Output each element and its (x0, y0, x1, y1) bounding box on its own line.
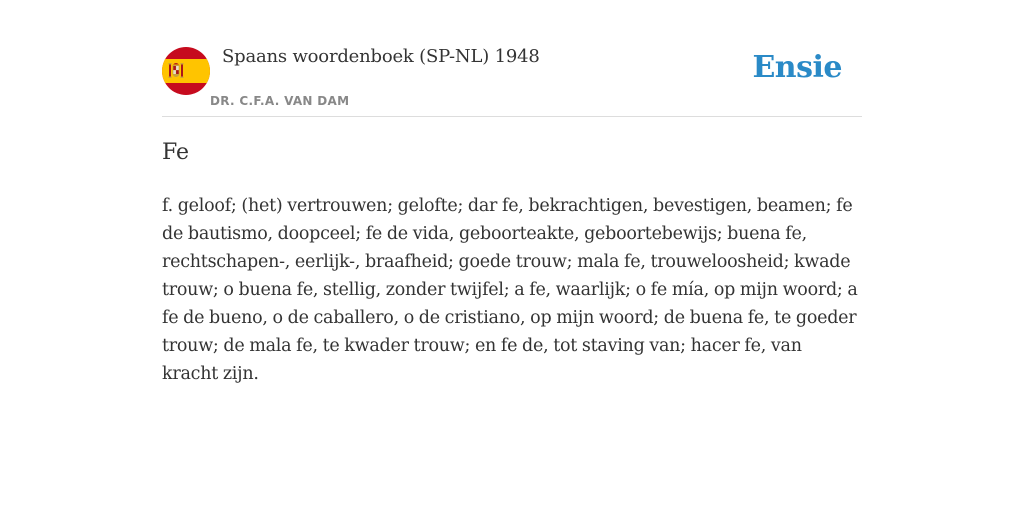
spain-flag-icon (162, 47, 210, 95)
entry-definition: f. geloof; (het) vertrouwen; gelofte; dar fe, bekrachtigen, bevestigen, beamen; fe de bautismo, doopceel; fe de vida, geboorteakte, geboortebewijs; buena fe, rechtschapen-, eerlijk-, braafheid; goede trouw; mala fe, trouweloosheid; kwade trouw; o buena fe, stellig, zonder twijfel; a fe, waarlijk; o fe mía, op mijn woord; a fe de bueno, o de caballero, o de cristiano, op mijn woord; de buena fe, te goeder trouw; de mala fe, te kwader trouw; en fe de, tot staving van; hacer fe, van kracht zijn. (162, 196, 858, 384)
ensie-logo[interactable]: Ensie (752, 50, 842, 85)
entry-header (162, 0, 862, 117)
dictionary-author: DR. C.F.A. VAN DAM (210, 94, 350, 108)
coat-of-arms-icon (168, 61, 184, 81)
dictionary-title[interactable]: Spaans woordenboek (SP-NL) 1948 (222, 46, 540, 67)
dictionary-entry-card (162, 0, 862, 512)
entry-headword: Fe (162, 140, 190, 165)
